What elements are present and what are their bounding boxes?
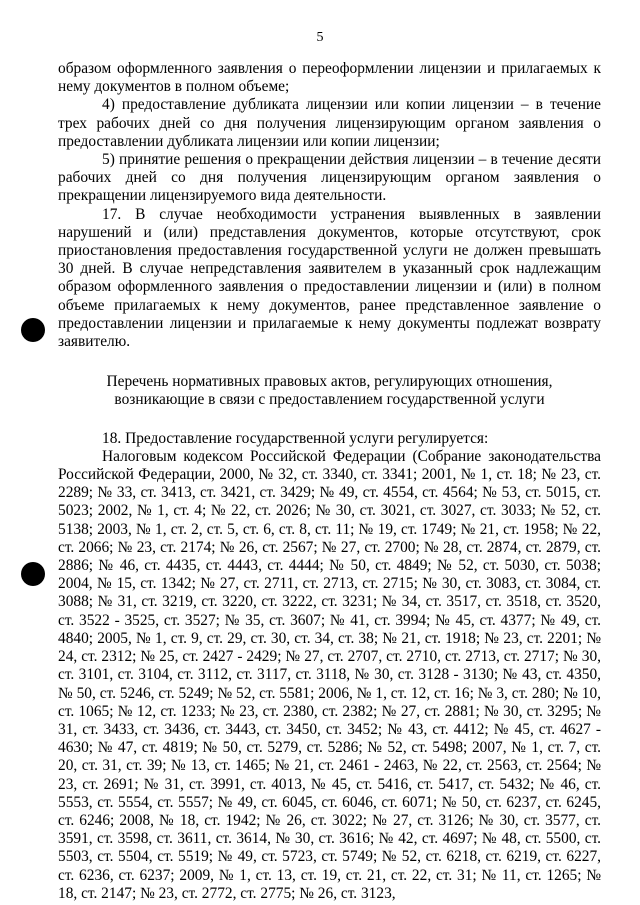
paragraph-18: 18. Предоставление государственной услуги регулируется: xyxy=(102,429,489,447)
document-body xyxy=(58,60,601,903)
paragraph-item-5: 5) принятие решения о прекращении действия лицензии – в течение десяти рабочих дней со дня получения лицензирующим органом заявления о прекращении лицензируемого вида деятельности. xyxy=(58,151,601,205)
page-number: 5 xyxy=(316,30,324,45)
binder-hole-mark xyxy=(21,318,45,342)
paragraph-item-4: 4) предоставление дубликата лицензии или копии лицензии – в течение трех рабочих дней со дня получения лицензирующим органом заявления о предоставлении дубликата лицензии или копии лицензии; xyxy=(58,96,601,150)
paragraph-tax-code-citations: Налоговым кодексом Российской Федерации (Собрание законодательства Российской Федерации, 2000, № 32, ст. 3340, ст. 3341; 2001, № 1, ст. 18; № 23, ст. 2289; № 33, ст. 3413, ст. 3421, ст. 3429; № 49, ст. 4554, ст. 4564; № 53, ст. 5015, ст. 5023; 2002, № 1, ст. 4; № 22, ст. 2026; № 30, ст. 3021, ст. 3027, ст. 3033; № 52, ст. 5138; 2003, № 1, ст. 2, ст. 5, ст. 6, ст. 8, ст. 11; № 19, ст. 1749; № 21, ст. 1958; № 22, ст. 2066; № 23, ст. 2174; № 26, ст. 2567; № 27, ст. 2700; № 28, ст. 2874, ст. 2879, ст. 2886; № 46, ст. 4435, ст. 4443, ст. 4444; № 50, ст. 4849; № 52, ст. 5030, ст. 5038; 2004, № 15, ст. 1342; № 27, ст. 2711, ст. 2713, ст. 2715; № 30, ст. 3083, ст. 3084, ст. 3088; № 31, ст. 3219, ст. 3220, ст. 3222, ст. 3231; № 34, ст. 3517, ст. 3518, ст. 3520, ст. 3522 - 3525, ст. 3527; № 35, ст. 3607; № 41, ст. 3994; № 45, ст. 4377; № 49, ст. 4840; 2005, № 1, ст. 9, ст. 29, ст. 30, ст. 34, ст. 38; № 21, ст. 1918; № 23, ст. 2201; № 24, ст. 2312; № 25, ст. 2427 - 2429; № 27, ст. 2707, ст. 2710, ст. 2713, ст. 2717; № 30, ст. 3101, ст. 3104, ст. 3112, ст. 3117, ст. 3118, № 30, ст. 3128 - 3130; № 43, ст. 4350, № 50, ст. 5246, ст. 5249; № 52, ст. 5581; 2006, № 1, ст. 12, ст. 16; № 3, ст. 280; № 10, ст. 1065; № 12, ст. 1233; № 23, ст. 2380, ст. 2382; № 27, ст. 2881; № 30, ст. 3295; № 31, ст. 3433, ст. 3436, ст. 3443, ст. 3450, ст. 3452; № 43, ст. 4412; № 45, ст. 4627 - 4630; № 47, ст. 4819; № 50, ст. 5279, ст. 5286; № 52, ст. 5498; 2007, № 1, ст. 7, ст. 20, ст. 31, ст. 39; № 13, ст. 1465; № 21, ст. 2461 - 2463, № 22, ст. 2563, ст. 2564; № 23, ст. 2691; № 31, ст. 3991, ст. 4013, № 45, ст. 5416, ст. 5417, ст. 5432; № 46, ст. 5553, ст. 5554, ст. 5557; № 49, ст. 6045, ст. 6046, ст. 6071; № 50, ст. 6237, ст. 6245, ст. 6246; 2008, № 18, ст. 1942; № 26, ст. 3022; № 27, ст. 3126; № 30, ст. 3577, ст. 3591, ст. 3598, ст. 3611, ст. 3614, № 30, ст. 3616; № 42, ст. 4697; № 48, ст. 5500, ст. 5503, ст. 5504, ст. 5519; № 49, ст. 5723, ст. 5749; № 52, ст. 6218, ст. 6219, ст. 6227, ст. 6236, ст. 6237; 2009, № 1, ст. 13, ст. 19, ст. 21, ст. 22, ст. 31; № 11, ст. 1265; № 18, ст. 2147; № 23, ст. 2772, ст. 2775; № 26, ст. 3123, xyxy=(58,447,601,902)
binder-hole-mark xyxy=(21,562,45,586)
section-heading-line-1: Перечень нормативных правовых актов, регулирующих отношения, xyxy=(106,373,553,391)
section-heading-line-2: возникающие в связи с предоставлением государственной услуги xyxy=(114,391,545,409)
paragraph-17: 17. В случае необходимости устранения выявленных в заявлении нарушений и (или) представления документов, которые отсутствуют, срок приостановления предоставления государственной услуги не должен превышать 30 дней. В случае непредставления заявителем в указанный срок надлежащим образом оформленного заявления о предоставлении лицензии и (или) в полном объеме прилагаемых к нему документов, ранее представленное заявление о предоставлении лицензии и прилагаемые к нему документы подлежат возврату заявителю. xyxy=(58,205,601,351)
paragraph-continuation: образом оформленного заявления о переоформлении лицензии и прилагаемых к нему документов в полном объеме; xyxy=(58,60,601,96)
section-heading xyxy=(58,373,601,409)
